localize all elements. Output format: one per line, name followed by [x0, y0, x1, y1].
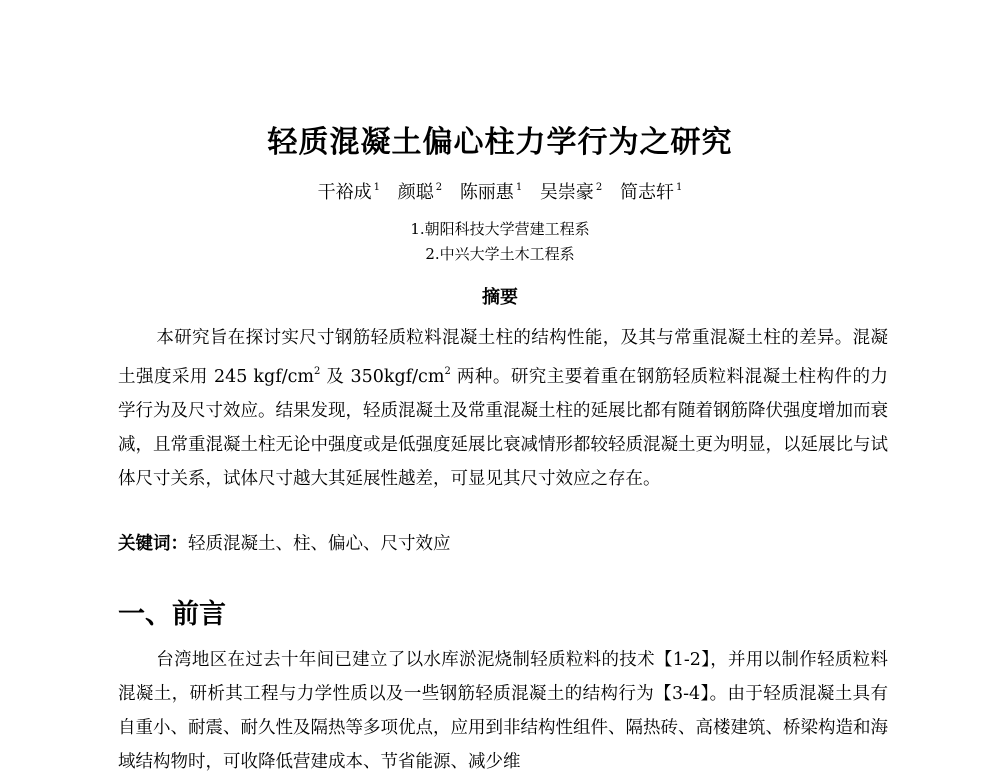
author — [318, 182, 380, 203]
author — [398, 182, 442, 203]
author-list — [0, 178, 1000, 204]
abstract-heading: 摘要 — [482, 287, 518, 308]
author — [620, 182, 682, 203]
section-text: 台湾地区在过去十年间已建立了以水库淤泥烧制轻质粒料的技术【1-2】，并用以制作轻质粒料混凝土，研析其工程与力学性质以及一些钢筋轻质混凝土的结构行为【3-4】。由于轻质混凝土具有自重小、耐震、耐久性及隔热等多项优点，应用到非结构性组件、隔热砖、高楼建筑、桥梁构造和海域结构物时，可收降低营建成本、节省能源、减少维 — [118, 650, 888, 772]
abstract-superscript: 2 — [444, 366, 451, 377]
author-affiliation-mark: 2 — [595, 182, 603, 193]
author-affiliation-mark: 1 — [373, 182, 380, 193]
abstract-text-part2: 及 350kgf/cm — [320, 367, 445, 387]
author-name: 简志轩 — [620, 182, 675, 203]
affiliation-2: 2.中兴大学土木工程系 — [425, 245, 575, 263]
author-affiliation-mark: 2 — [435, 182, 443, 193]
abstract-body — [118, 321, 888, 496]
author-affiliation-mark: 1 — [676, 182, 683, 193]
author-name: 吴崇豪 — [539, 182, 594, 203]
section-heading: 一、前言 — [118, 599, 226, 630]
keywords-line — [118, 530, 451, 555]
abstract-superscript: 2 — [314, 366, 321, 377]
author — [540, 182, 602, 203]
keywords-text: 轻质混凝土、柱、偏心、尺寸效应 — [188, 534, 451, 554]
abstract-text-part3: 两种。研究主要着重在钢筋轻质粒料混凝土柱构件的力学行为及尺寸效应。结果发现，轻质混凝土及常重混凝土柱的延展比都有随着钢筋降伏强度增加而衰减，且常重混凝土柱无论中强度或是低强度延展比衰减情形都较轻质混凝土更为明显，以延展比与试体尺寸关系，试体尺寸越大其延展性越差，可显见其尺寸效应之存在。 — [118, 367, 888, 489]
section-body — [118, 643, 888, 779]
author-name: 干裕成 — [317, 182, 372, 203]
paper-title: 轻质混凝土偏心柱力学行为之研究 — [267, 125, 733, 160]
keywords-label: 关键词： — [118, 534, 188, 554]
author-name: 陈丽惠 — [459, 182, 514, 203]
author — [460, 182, 522, 203]
author-affiliation-mark: 1 — [515, 182, 523, 193]
author-name: 颜聪 — [397, 182, 434, 203]
abstract-text-part1: 本研究旨在探讨实尺寸钢筋轻质粒料混凝土柱的结构性能，及其与常重混凝土柱的差异。混凝土强度采用 245 kgf/cm — [118, 328, 888, 387]
affiliation-1: 1.朝阳科技大学营建工程系 — [410, 220, 590, 238]
